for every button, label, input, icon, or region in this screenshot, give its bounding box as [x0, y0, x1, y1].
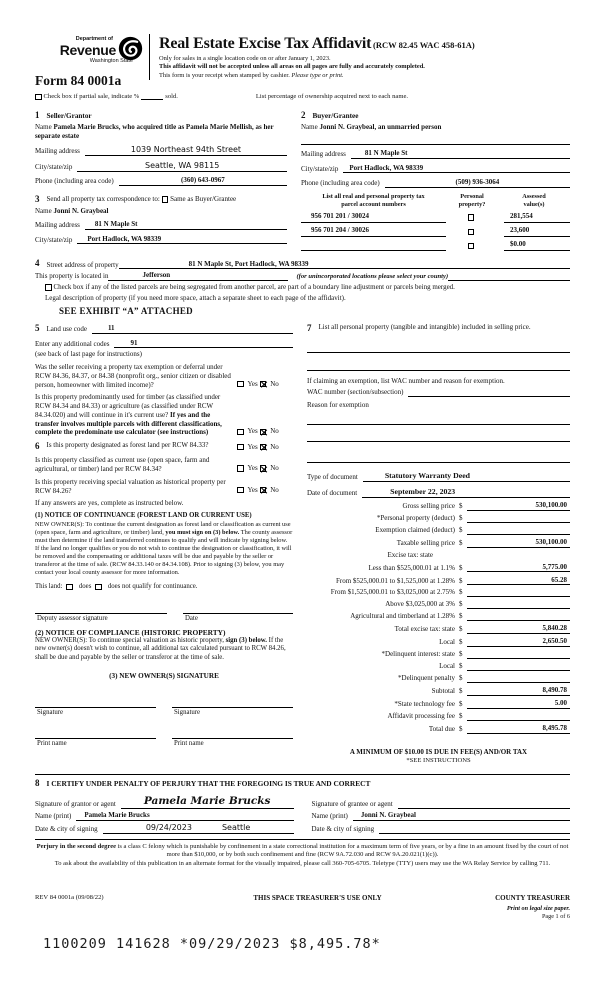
buyer-name-line-2[interactable]	[301, 136, 570, 145]
personal-property-line[interactable]	[307, 362, 570, 371]
tax-row-personal: *Personal property (deduct) $	[307, 514, 570, 523]
section-2	[301, 110, 570, 188]
tax-computation	[307, 501, 570, 765]
notice-continuance-title: (1) NOTICE OF CONTINUANCE (FOREST LAND OR CURRENT USE)	[35, 512, 252, 520]
personal-property-line[interactable]	[307, 344, 570, 353]
street-address-field[interactable]: 81 N Maple St, Port Hadlock, WA 98339	[119, 260, 570, 270]
state-technology-fee-field[interactable]: 5.00	[467, 699, 570, 709]
page-number: Page 1 of 6	[541, 912, 570, 920]
reason-exemption-line[interactable]	[307, 454, 570, 463]
land-qualify-row: This land: does does not qualify for continuance.	[35, 582, 198, 590]
delinquent-local-field[interactable]	[467, 662, 570, 671]
grantor-name-print-label: Name (print)	[35, 811, 72, 820]
question-exemption-deferral: Was the seller receiving a property tax exemption or deferral under RCW 84.36, 84.37, or 84.38 (nonprofit org., senior citizen or disabled person, homeowner with limited income)? Yes No	[35, 363, 279, 389]
section-3	[35, 194, 287, 245]
section-4	[35, 258, 570, 317]
doc-date-field[interactable]: September 22, 2023	[362, 487, 570, 498]
deputy-assessor-date-field[interactable]	[183, 605, 293, 614]
new-owner-print-name-field-2[interactable]	[172, 730, 293, 739]
seller-phone-field[interactable]: (360) 643-0967	[119, 176, 287, 186]
personal-property-list-label: List all personal property (tangible and intangible) included in selling price.	[318, 322, 531, 331]
buyer-phone-label: Phone (including area code)	[301, 178, 380, 187]
tax-row-rate1: Less than $525,000.01 at 1.1% $ 5,775.00	[307, 563, 570, 573]
tax-row-tech-fee: *State technology fee $ 5.00	[307, 699, 570, 709]
tax-row-affidavit-fee: Affidavit processing fee $	[307, 712, 570, 721]
same-as-buyer-label: Same as Buyer/Grantee	[170, 195, 237, 204]
correspondence-mailing-label: Mailing address	[35, 221, 80, 230]
buyer-mailing-field[interactable]: 81 N Maple St	[351, 149, 570, 159]
page-footer	[35, 894, 570, 920]
new-owners-signature-title: (3) NEW OWNER(S) SIGNATURE	[109, 672, 219, 681]
section-8-number: 8	[35, 777, 40, 788]
deputy-assessor-signature-label: Deputy assessor signature	[37, 615, 108, 623]
land-use-label: Land use code	[46, 325, 87, 334]
deputy-assessor-date-label: Date	[185, 615, 198, 623]
additional-codes-label: Enter any additional codes	[35, 339, 110, 348]
section-2-number: 2	[301, 109, 306, 120]
question-timber-agriculture: Is this property predominantly used for timber (as classified under RCW 84.34 and 84.33) or agriculture (as classified under RCW 84.34.020) and will continue in it's current use? If yes and the transfer involves multiple parcels with different classifications, complete the predominate use calculator (see instructions) Yes No	[35, 393, 279, 437]
ownership-note: List percentage of ownership acquired next to each name.	[255, 92, 409, 100]
grantee-name-print-field[interactable]: Jonni N. Graybeal	[353, 811, 570, 821]
signature-label: Signature	[174, 709, 201, 717]
assessed-value-field[interactable]: 23,600	[504, 226, 570, 237]
wac-number-field[interactable]	[408, 389, 570, 397]
logo-revenue-text: Revenue	[59, 41, 116, 58]
exemption-note: If claiming an exemption, list WAC number and reason for exemption.	[307, 377, 505, 386]
no-checkbox[interactable]	[260, 465, 267, 472]
legal-description-value[interactable]: SEE EXHIBIT “A” ATTACHED	[59, 305, 193, 316]
delinquent-penalty-field[interactable]	[467, 674, 570, 683]
seller-mailing-label: Mailing address	[35, 147, 80, 156]
question-historic-property: Is this property receiving special valuation as historical property per RCW 84.26? Yes No	[35, 477, 279, 495]
exemption-claimed-field[interactable]	[467, 526, 570, 535]
tax-row-local: Local $ 2,650.50	[307, 637, 570, 647]
seller-city-label: City/state/zip	[35, 162, 73, 171]
total-excise-state-field[interactable]: 5,840.28	[467, 624, 570, 634]
signature-label: Signature	[37, 709, 64, 717]
does-qualify-checkbox[interactable]	[66, 584, 73, 591]
yes-checkbox[interactable]	[237, 487, 244, 494]
back-note: (see back of last page for instructions)	[35, 350, 142, 359]
section-8	[35, 774, 570, 834]
deputy-assessor-signature-field[interactable]	[35, 605, 167, 614]
partial-sale-row	[35, 93, 570, 101]
section-6-number: 6	[35, 441, 40, 452]
additional-codes-field[interactable]: 91	[114, 339, 293, 349]
no-checkbox[interactable]	[260, 444, 267, 451]
new-owner-signature-field-2[interactable]	[172, 699, 293, 708]
street-address-label: Street address of property	[46, 260, 119, 269]
gross-selling-price-field[interactable]: 530,100.00	[467, 501, 570, 511]
partial-sale-suffix: sold.	[165, 92, 178, 100]
segregated-checkbox[interactable]	[45, 284, 52, 291]
dor-logo	[35, 36, 147, 65]
doc-date-label: Date of document	[307, 489, 358, 498]
personal-property-checkbox[interactable]	[468, 243, 475, 250]
section-1-number: 1	[35, 109, 40, 120]
question-current-use: Is this property classified as current use (open space, farm and agricultural, or timber) land per RCW 84.34? Yes No	[35, 456, 279, 474]
partial-sale-percent-field[interactable]	[141, 93, 163, 100]
grantor-date-city-label: Date & city of signing	[35, 824, 98, 833]
buyer-mailing-label: Mailing address	[301, 150, 346, 159]
no-checkbox[interactable]	[260, 381, 267, 388]
parcel-row	[301, 240, 570, 251]
rate4-field[interactable]	[467, 601, 570, 610]
seller-mailing-field[interactable]: 1039 Northeast 94th Street	[85, 145, 287, 156]
perjury-statement: Perjury in the second degree is a class C felony which is punishable by confinement in a state correctional institution for a maximum term of five years, or by a fine in an amount fixed by the court of not more than $10,000, or by both such confinement and fine (RCW 9A.72.030 and RCW 9A.20.021(1)(c)). To ask about the availability of this publication in an alternate format for the visually impaired, please call 360-705-6705. Teletype (TTY) users may use the WA Relay Service by calling 711.	[35, 839, 570, 868]
subtotal-field[interactable]: 8,490.78	[467, 686, 570, 696]
legal-description-label: Legal description of property (if you need more space, attach a separate sheet to each page of the affidavit).	[45, 293, 346, 302]
print-name-label: Print name	[37, 739, 67, 747]
buyer-phone-field[interactable]: (509) 936-3064	[385, 178, 570, 188]
personal-property-checkbox[interactable]	[468, 229, 475, 236]
same-as-buyer-checkbox[interactable]	[162, 196, 169, 203]
treasurer-space-label: THIS SPACE TREASURER'S USE ONLY	[253, 894, 382, 903]
rate3-field[interactable]	[467, 589, 570, 598]
grantee-date-city-label: Date & city of signing	[311, 824, 375, 833]
grantee-name-print-label: Name (print)	[311, 811, 348, 820]
reason-exemption-line[interactable]	[307, 433, 570, 442]
correspondence-city-label: City/state/zip	[35, 235, 73, 244]
tax-row-taxable: Taxable selling price $ 530,100.00	[307, 538, 570, 548]
section-1-title: Seller/Grantor	[46, 111, 92, 120]
buyer-city-field[interactable]: Port Hadlock, WA 98339	[343, 164, 570, 174]
yes-checkbox[interactable]	[237, 465, 244, 472]
segregated-label: Check box if any of the listed parcels are being segregated from another parcel, are part of a boundary line adjustment or parcels being merged.	[53, 283, 455, 292]
section-2-title: Buyer/Grantee	[312, 111, 359, 120]
rate5-field[interactable]	[467, 613, 570, 622]
correspondence-city-field[interactable]: Port Hadlock, WA 98339	[77, 235, 287, 245]
partial-sale-label: Check box if partial sale, indicate %	[43, 92, 140, 100]
tax-row-rate5: Agricultural and timberland at 1.28% $	[307, 612, 570, 621]
see-instructions-note: *SEE INSTRUCTIONS	[406, 757, 471, 765]
treasurer-stamp: 1100209 141628 *09/29/2023 $8,495.78*	[43, 936, 381, 953]
seller-city-field[interactable]: Seattle, WA 98115	[77, 161, 287, 172]
header-note-2: This affidavit will not be accepted unless all areas on all pages are fully and accurately completed.	[159, 63, 425, 70]
tax-row-subtotal: Subtotal $ 8,490.78	[307, 686, 570, 696]
assessed-value-field[interactable]: $0.00	[504, 240, 570, 251]
grantor-signature-label: Signature of grantor or agent	[35, 800, 116, 809]
header-note-1: Only for sales in a single location code on or after January 1, 2023.	[159, 54, 331, 62]
partial-sale-checkbox[interactable]	[35, 94, 42, 101]
county-field[interactable]: Jefferson	[108, 271, 288, 281]
parcel-number-field[interactable]: 956 701 204 / 30026	[301, 226, 446, 237]
rate2-field[interactable]: 65.28	[467, 576, 570, 586]
assessed-value-field[interactable]: 281,554	[504, 212, 570, 223]
tax-row-rate2: From $525,000.01 to $1,525,000 at 1.28% $ 65.28	[307, 576, 570, 586]
minimum-due-note: A MINIMUM OF $10.00 IS DUE IN FEE(S) AND/OR TAX	[349, 747, 528, 756]
located-in-label: This property is located in	[35, 272, 109, 281]
grantor-signature-field[interactable]: Pamela Marie Brucks	[121, 795, 294, 809]
parcel-row	[301, 212, 570, 223]
section-6	[35, 441, 293, 748]
tax-row-delinq-local: Local $	[307, 662, 570, 671]
section-4-number: 4	[35, 258, 40, 269]
personal-property-deduct-field[interactable]	[467, 514, 570, 523]
grantor-name-print-field[interactable]: Pamela Marie Brucks	[76, 811, 293, 821]
grantee-signature-label: Signature of grantee or agent	[311, 800, 393, 809]
taxable-selling-price-field[interactable]: 530,100.00	[467, 538, 570, 548]
seller-phone-label: Phone (including area code)	[35, 177, 114, 186]
wac-number-label: WAC number (section/subsection)	[307, 387, 404, 396]
reason-exemption-label: Reason for exemption	[307, 400, 369, 409]
does-not-qualify-checkbox[interactable]	[95, 584, 102, 591]
tax-row-rate4: Above $3,025,000 at 3% $	[307, 600, 570, 609]
new-owner-print-name-field-1[interactable]	[35, 730, 156, 739]
doc-type-label: Type of document	[307, 473, 358, 482]
yes-checkbox[interactable]	[237, 381, 244, 388]
excise-tax-header: Excise tax: state	[387, 550, 433, 559]
section-1	[35, 110, 287, 186]
certify-statement: I CERTIFY UNDER PENALTY OF PERJURY THAT THE FOREGOING IS TRUE AND CORRECT	[46, 778, 371, 788]
total-due-field[interactable]: 8,495.78	[467, 724, 570, 734]
legal-size-note: Print on legal size paper.	[506, 904, 570, 912]
if-yes-note: If any answers are yes, complete as instructed below.	[35, 499, 184, 508]
grantee-date-city-field[interactable]	[379, 826, 570, 834]
logo-state-text: Washington State	[89, 58, 133, 64]
form-title: Real Estate Excise Tax Affidavit (RCW 82.45 WAC 458-61A)	[159, 35, 475, 52]
parcel-table	[301, 193, 570, 251]
county-note: (for unincorporated locations please select your county)	[296, 272, 449, 280]
personal-property-checkbox[interactable]	[468, 214, 475, 221]
section-3-title: Send all property tax correspondence to:	[46, 195, 160, 204]
no-checkbox[interactable]	[260, 429, 267, 436]
rate1-field[interactable]: 5,775.00	[467, 563, 570, 573]
tax-row-total-due: Total due $ 8,495.78	[307, 724, 570, 734]
notice-compliance-body: NEW OWNER(S): To continue special valuation as historic property, sign (3) below. If the new owner(s) doesn't wish to continue, all additional tax calculated pursuant to RCW 84.26, shall be due and payable by the seller or transferor at the time of sale.	[35, 636, 286, 661]
header-note-3: This form is your receipt when stamped by cashier. Please type or print.	[159, 71, 344, 79]
print-name-label: Print name	[174, 739, 204, 747]
tax-row-rate3: From $1,525,000.01 to $3,025,000 at 2.75% $	[307, 588, 570, 597]
parcel-number-field[interactable]	[301, 242, 446, 251]
tax-row-gross: Gross selling price $ 530,100.00	[307, 501, 570, 511]
correspondence-name-field[interactable]: Name Jonni N. Graybeal	[35, 207, 109, 216]
new-owner-signature-field-1[interactable]	[35, 699, 156, 708]
correspondence-mailing-field[interactable]: 81 N Maple St	[85, 220, 287, 230]
grantee-signature-field[interactable]	[398, 801, 570, 809]
form-header	[35, 34, 570, 90]
section-5-number: 5	[35, 322, 40, 333]
section-7-number: 7	[307, 322, 312, 333]
doc-type-field[interactable]: Statutory Warranty Deed	[363, 471, 570, 482]
notice-compliance-title: (2) NOTICE OF COMPLIANCE (HISTORIC PROPERTY)	[35, 627, 226, 637]
delinquent-interest-field[interactable]	[467, 650, 570, 659]
rev-number: REV 84 0001a (09/08/22)	[35, 894, 104, 902]
tax-row-exemption: Exemption claimed (deduct) $	[307, 526, 570, 535]
parcel-row	[301, 226, 570, 237]
buyer-city-label: City/state/zip	[301, 164, 339, 173]
yes-checkbox[interactable]	[237, 429, 244, 436]
affidavit-processing-fee-field[interactable]	[467, 712, 570, 721]
tax-row-delinq-interest: *Delinquent interest: state $	[307, 650, 570, 659]
reason-exemption-line[interactable]	[307, 416, 570, 425]
grantor-date-city-field[interactable]: 09/24/2023 Seattle	[103, 823, 294, 834]
form-number: Form 84 0001a	[35, 72, 122, 88]
question-forest-land: 6 Is this property designated as forest land per RCW 84.33? Yes No	[35, 441, 279, 452]
county-treasurer-label: COUNTY TREASURER	[495, 894, 570, 903]
local-tax-field[interactable]: 2,650.50	[467, 637, 570, 647]
section-5	[35, 323, 293, 437]
no-checkbox[interactable]	[260, 487, 267, 494]
section-3-number: 3	[35, 193, 40, 204]
tax-row-total-state: Total excise tax: state $ 5,840.28	[307, 624, 570, 634]
seller-name-field[interactable]: Name Pamela Marie Brucks, who acquired title as Pamela Marie Mellish, as her separate estate	[35, 123, 274, 140]
section-7	[307, 323, 570, 498]
yes-checkbox[interactable]	[237, 444, 244, 451]
parcel-table-header: List all real and personal property tax parcel account numbers Personal property? Assessed value(s)	[322, 192, 546, 208]
tax-row-delinq-penalty: *Delinquent penalty $	[307, 674, 570, 683]
notice-continuance-body: NEW OWNER(S): To continue the current designation as forest land or classification as current use (open space, farm and agriculture, or timber) land, you must sign on (3) below. The county assessor must then determine if the land transferred continues to qualify and will indicate by signing below. If the land no longer qualifies or you do not wish to continue the designation or classification, it will be removed and the compensating or additional taxes will be due and payable by the seller or transferor at the time of sale. (RCW 84.33.140 or 84.34.108). Prior to signing (3) below, you may contact your local county assessor for more information.	[35, 520, 293, 576]
buyer-name-field[interactable]: Name Jonni N. Graybeal, an unmarried person	[301, 123, 442, 132]
parcel-number-field[interactable]: 956 701 201 / 30024	[301, 212, 446, 223]
logo-dept-text: Department of	[75, 36, 114, 42]
land-use-field[interactable]: 11	[92, 324, 293, 334]
